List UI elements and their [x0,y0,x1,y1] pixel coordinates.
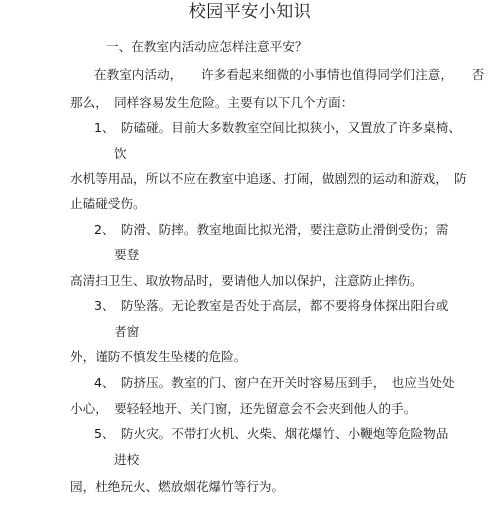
item-1-line: 止磕碰受伤。 [70,196,146,211]
item-4-line: 小心， 要轻轻地开、关门窗，还先留意会不会夹到他人的手。 [70,401,417,416]
item-3-line: 者窗 [114,324,140,339]
intro-line: 在教室内活动， 许多看起来细微的小事情也值得同学们注意， 否 [94,67,485,82]
item-2-line: 高清扫卫生、取放物品时，要请他人加以保护，注意防止摔伤。 [70,273,423,288]
section-heading: 一、在教室内活动应怎样注意平安？ [106,39,308,54]
document-title: 校园平安小知识 [188,2,312,22]
item-2-line: 2、 防滑、防摔。教室地面比拟光滑，要注意防止滑倒受伤；需 [94,222,449,237]
item-1-line: 水机等用品，所以不应在教室中追逐、打闹，做剧烈的运动和游戏， 防 [70,171,467,186]
item-5-line: 进校 [114,452,140,467]
item-3-line: 3、 防坠落。无论教室是否处于高层，都不要将身体探出阳台或 [94,298,449,313]
item-4-line: 4、 防挤压。教室的门、窗户在开关时容易压到手， 也应当处处 [94,375,455,390]
item-5-line: 园，杜绝玩火、燃放烟花爆竹等行为。 [70,479,285,494]
item-2-line: 要登 [114,247,140,262]
item-1-line: 1、 防磕碰。目前大多数教室空间比拟狭小，又置放了许多桌椅、 [94,120,461,135]
item-1-line: 饮 [114,146,127,161]
intro-line: 那么， 同样容易发生危险。主要有以下几个方面： [70,95,354,110]
item-5-line: 5、 防火灾。不带打火机、火柴、烟花爆竹、小鞭炮等危险物品 [94,426,449,441]
item-3-line: 外，谨防不慎发生坠楼的危险。 [70,349,247,364]
